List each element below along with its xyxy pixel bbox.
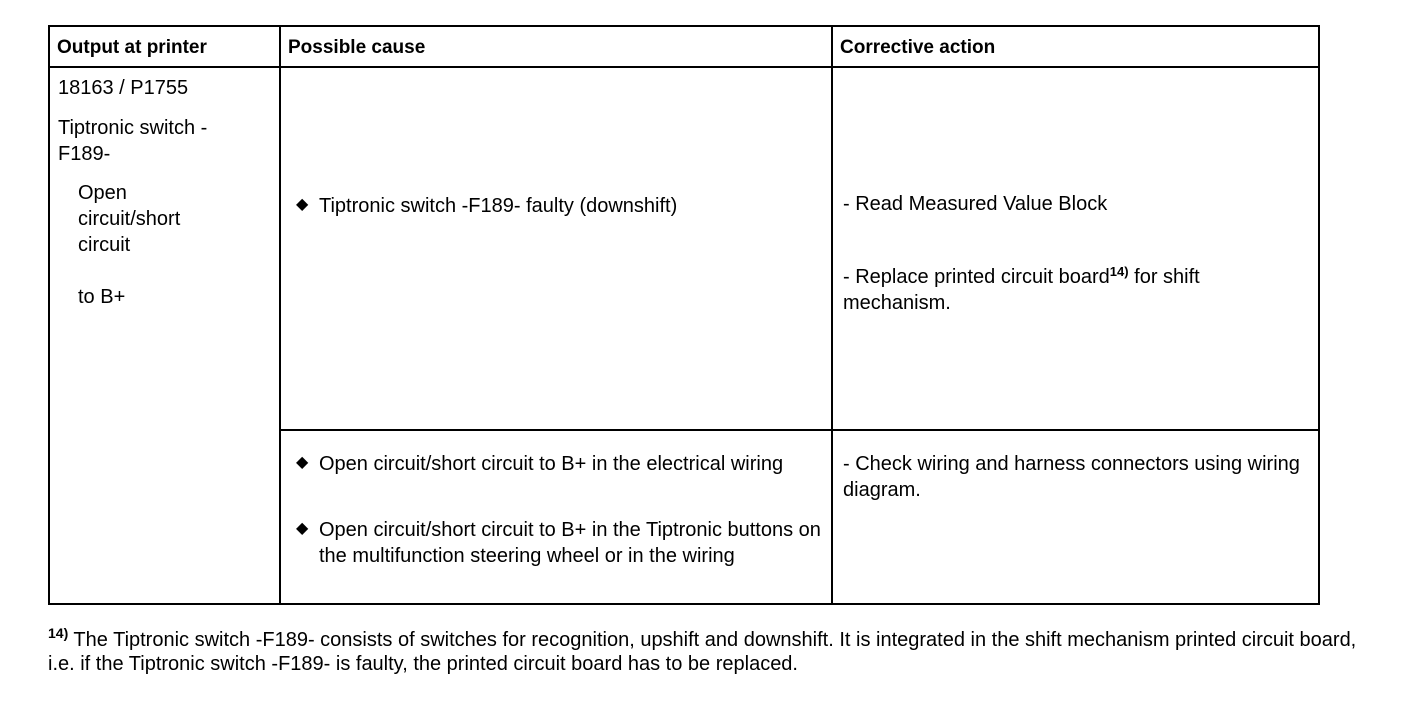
diamond-bullet-icon: ◆	[296, 520, 309, 537]
diamond-bullet-icon: ◆	[296, 454, 309, 471]
component-name: Tiptronic switch -F189-	[58, 117, 208, 165]
action-text-rest: for shift mechanism.	[843, 266, 1200, 314]
diagnostic-table	[48, 25, 1320, 605]
footnote-marker: 14)	[48, 625, 69, 641]
row-divider	[279, 429, 1318, 431]
header-possible-cause: Possible cause	[288, 37, 426, 58]
action-replace-circuit-board	[843, 264, 1293, 316]
fault-type-line-2: circuit/short	[78, 208, 181, 230]
fault-code: 18163 / P1755	[58, 77, 189, 99]
footnote	[48, 625, 1368, 676]
cause-text: Tiptronic switch -F189- faulty (downshift)	[319, 195, 678, 217]
diamond-bullet-icon: ◆	[296, 196, 309, 213]
fault-type-line-1: Open	[78, 182, 127, 204]
header-divider	[50, 66, 1318, 68]
action-read-measured-value-block: - Read Measured Value Block	[843, 193, 1108, 215]
column-divider-2	[831, 27, 833, 603]
fault-type-line-3: circuit	[78, 234, 131, 256]
fault-target: to B+	[78, 286, 126, 308]
action-check-wiring: - Check wiring and harness connectors using wiring diagram.	[843, 453, 1300, 501]
footnote-text: The Tiptronic switch -F189- consists of switches for recognition, upshift and downshift. It is integrated in the shift mechanism printed circuit board, i.e. if the Tiptronic switch -F189- is faulty, the printed circuit board has to be replaced.	[48, 629, 1357, 675]
header-corrective-action: Corrective action	[840, 37, 996, 58]
header-output-at-printer: Output at printer	[57, 37, 207, 58]
column-divider-1	[279, 27, 281, 603]
cause-text: Open circuit/short circuit to B+ in the Tiptronic buttons on the multifunction steering wheel or in the wiring	[319, 519, 821, 567]
footnote-ref: 14)	[1109, 264, 1129, 279]
cause-text: Open circuit/short circuit to B+ in the electrical wiring	[319, 453, 784, 475]
action-text: - Replace printed circuit board	[843, 266, 1110, 288]
